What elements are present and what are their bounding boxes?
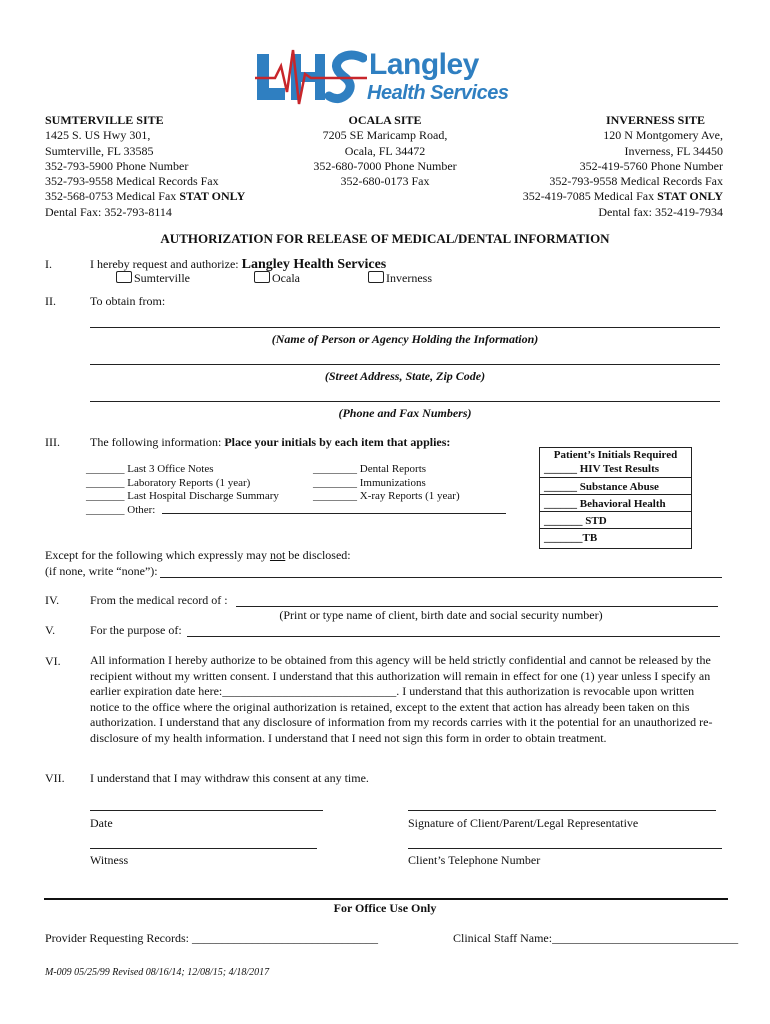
checkbox-icon[interactable]: [254, 271, 270, 283]
signature-label: Signature of Client/Parent/Legal Representative: [408, 816, 639, 830]
sumterville-title: SUMTERVILLE SITE: [45, 113, 164, 127]
client-record-field[interactable]: [236, 606, 718, 607]
section-vii-number: VII.: [45, 771, 65, 785]
site-option-sumterville[interactable]: Sumterville: [116, 271, 190, 286]
section-iii-number: III.: [45, 435, 60, 449]
patient-initials-box: [539, 447, 692, 549]
logo-name: Langley: [369, 48, 479, 81]
except-none-label: (if none, write “none”):: [45, 564, 158, 578]
purpose-field[interactable]: [187, 636, 720, 637]
sumterville-stat-fax: 352-568-0753 Medical Fax STAT ONLY: [45, 189, 246, 204]
initial-tb[interactable]: _______TB: [544, 532, 598, 544]
witness-field[interactable]: [90, 848, 317, 849]
other-field[interactable]: [162, 513, 506, 514]
inverness-stat-fax: 352-419-7085 Medical Fax STAT ONLY: [522, 189, 723, 204]
section-ii-text: To obtain from:: [90, 294, 166, 308]
item-xray-reports[interactable]: ________ X-ray Reports (1 year): [313, 490, 460, 502]
sumterville-line: 352-793-5900 Phone Number: [45, 158, 189, 173]
street-address-caption: (Street Address, State, Zip Code): [324, 369, 486, 383]
section-ii-number: II.: [45, 294, 56, 308]
agency-name-caption: (Name of Person or Agency Holding the Information): [271, 332, 539, 346]
section-i-number: I.: [45, 257, 52, 271]
lhs-monogram-icon: [255, 44, 367, 108]
ocala-title: OCALA SITE: [348, 113, 422, 127]
witness-label: Witness: [90, 853, 129, 867]
initial-std[interactable]: _______ STD: [540, 512, 691, 529]
inverness-line: 352-793-9558 Medical Records Fax: [549, 174, 723, 189]
section-iv-number: IV.: [45, 593, 60, 607]
provider-requesting-field[interactable]: Provider Requesting Records: _______________________________: [45, 931, 378, 945]
client-phone-field[interactable]: [408, 848, 722, 849]
clinical-staff-field[interactable]: Clinical Staff Name:_______________________________: [453, 931, 739, 945]
sumterville-line: 1425 S. US Hwy 301,: [45, 128, 151, 143]
section-vii-text: I understand that I may withdraw this consent at any time.: [90, 771, 369, 785]
section-i-text: I hereby request and authorize: Langley Health Services: [90, 257, 387, 272]
section-v-text: For the purpose of:: [90, 623, 182, 637]
agency-name-field[interactable]: [90, 327, 720, 328]
date-field[interactable]: [90, 810, 323, 811]
sumterville-line: Sumterville, FL 33585: [45, 143, 154, 158]
initial-hiv[interactable]: ______ HIV Test Results: [540, 462, 691, 478]
inverness-line: 352-419-5760 Phone Number: [579, 158, 723, 173]
ocala-line: 352-680-7000 Phone Number: [313, 158, 457, 173]
site-option-ocala[interactable]: Ocala: [254, 271, 300, 286]
office-divider: [44, 898, 728, 900]
site-option-inverness[interactable]: Inverness: [368, 271, 432, 286]
client-phone-label: Client’s Telephone Number: [408, 853, 541, 867]
except-text: Except for the following which expressly may not be disclosed:: [45, 548, 351, 562]
inverness-line: 120 N Montgomery Ave,: [603, 128, 723, 143]
logo-subname: Health Services: [367, 82, 509, 104]
logo: [255, 44, 525, 110]
initial-behavioral-health[interactable]: ______ Behavioral Health: [540, 495, 691, 512]
sumterville-dental-fax: Dental Fax: 352-793-8114: [45, 204, 172, 219]
checkbox-icon[interactable]: [368, 271, 384, 283]
item-other[interactable]: _______ Other:: [86, 503, 156, 516]
sumterville-site-block: [45, 113, 245, 220]
initial-substance-abuse[interactable]: ______ Substance Abuse: [540, 478, 691, 495]
client-record-caption: (Print or type name of client, birth date and social security number): [279, 608, 603, 622]
signature-field[interactable]: [408, 810, 716, 811]
phone-fax-caption: (Phone and Fax Numbers): [338, 406, 472, 420]
form-revision-footer: M-009 05/25/99 Revised 08/16/14; 12/08/15; 4/18/2017: [45, 967, 270, 978]
inverness-title: INVERNESS SITE: [605, 113, 705, 127]
inverness-line: Inverness, FL 34450: [624, 143, 723, 158]
item-lab-reports[interactable]: _______ Laboratory Reports (1 year): [86, 476, 251, 489]
checkbox-icon[interactable]: [116, 271, 132, 283]
except-field[interactable]: [160, 577, 722, 578]
ocala-line: 7205 SE Maricamp Road,: [322, 128, 448, 143]
item-immunizations[interactable]: ________ Immunizations: [313, 476, 426, 489]
office-use-title: For Office Use Only: [333, 901, 437, 915]
date-label: Date: [90, 816, 113, 830]
ocala-line: 352-680-0173 Fax: [340, 174, 430, 189]
item-office-notes[interactable]: _______ Last 3 Office Notes: [86, 463, 214, 475]
item-discharge-summary[interactable]: _______ Last Hospital Discharge Summary: [86, 490, 279, 502]
item-dental-reports[interactable]: ________ Dental Reports: [313, 463, 427, 475]
phone-fax-field[interactable]: [90, 401, 720, 402]
initials-box-header: Patient’s Initials Required: [553, 449, 678, 461]
inverness-site-block: [470, 113, 723, 220]
ocala-site-block: [285, 113, 485, 189]
inverness-dental-fax: Dental fax: 352-419-7934: [598, 204, 723, 219]
sumterville-line: 352-793-9558 Medical Records Fax: [45, 174, 219, 189]
section-vi-text: All information I hereby authorize to be obtained from this agency will be held strictly confidential and cannot be released by the recipient without my written consent. I understand that this authorization will remain in effect for one (1) year unless I specify an earlier expiration date here:_____________________________. I understand that this authorization is revocable upon written notice to the office where the original authorization is retained, except to the extent that action has already been taken on this authorization. I understand that any disclosure of information from my records carries with it the potential for an unauthorized re-disclosure of my health information. I understand that I need not sign this form in order to obtain treatment.: [90, 653, 713, 745]
street-address-field[interactable]: [90, 364, 720, 365]
section-iii-text: The following information: Place your initials by each item that applies:: [90, 435, 451, 449]
info-items-left: [86, 463, 279, 517]
section-v-number: V.: [45, 623, 56, 637]
info-items-middle: [313, 463, 460, 504]
form-title: AUTHORIZATION FOR RELEASE OF MEDICAL/DENTAL INFORMATION: [160, 231, 610, 246]
section-vi-number: VI.: [45, 654, 61, 668]
ocala-line: Ocala, FL 34472: [344, 143, 426, 158]
section-iv-text: From the medical record of :: [90, 593, 228, 607]
